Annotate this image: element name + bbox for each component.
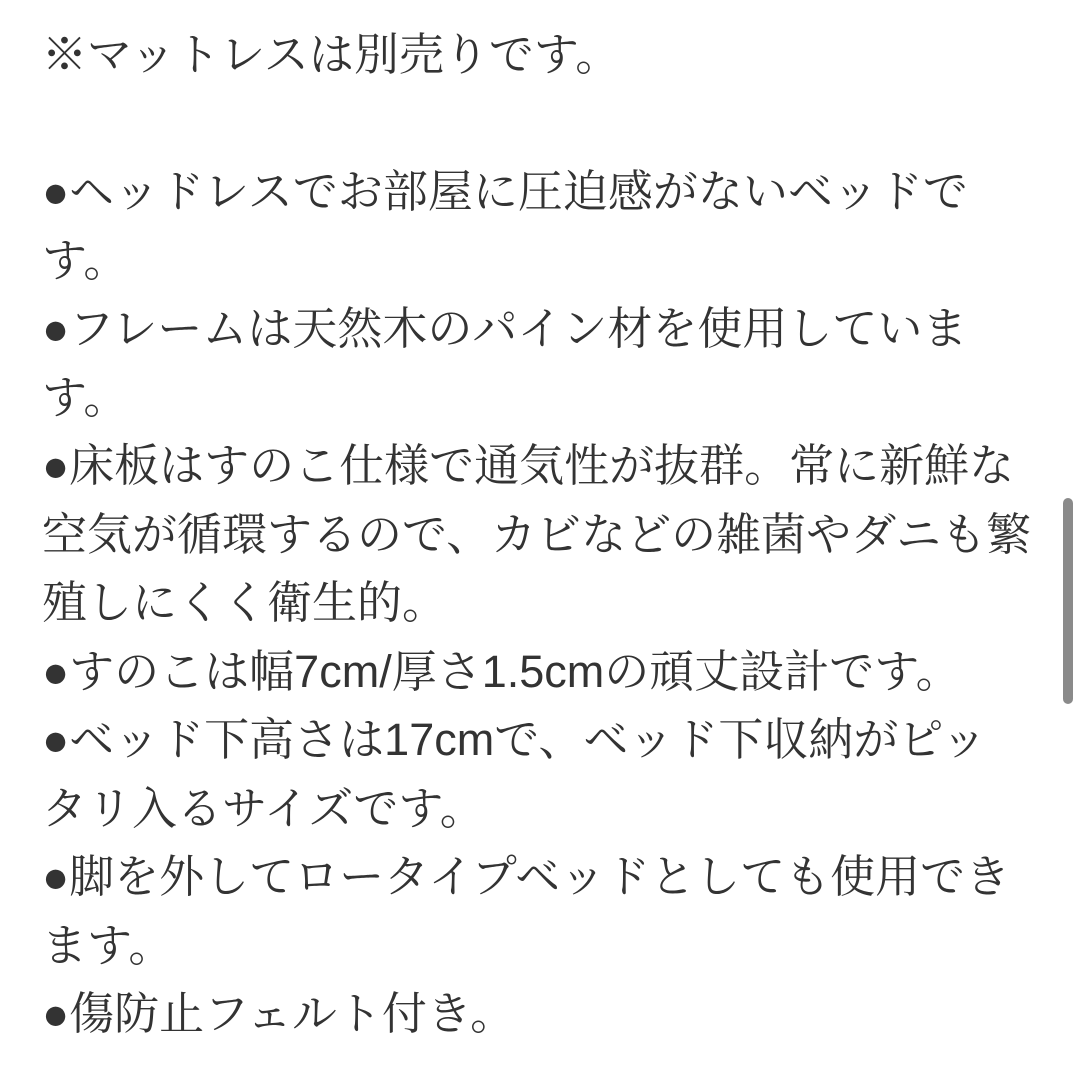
description-line: す。 [42, 371, 129, 423]
description-line: ※マットレスは別売りです。 [42, 29, 621, 80]
description-line: ●床板はすのこ仕様で通気性が抜群。常に新鮮な [42, 440, 1015, 491]
description-line: ●脚を外してロータイプベッドとしても使用でき [42, 851, 1011, 902]
description-line: 空気が循環するので、カビなどの雑菌やダニも繁 [42, 508, 1032, 560]
description-line: ●すのこは幅7cm/厚さ1.5cmの頑丈設計です。 [42, 645, 961, 697]
description-line: ます。 [42, 919, 174, 971]
description-line: ●ベッド下高さは17cmで、ベッド下収納がピッ [42, 714, 987, 765]
description-line: ●ヘッドレスでお部屋に圧迫感がないベッドで [42, 166, 968, 217]
description-line: タリ入るサイズです。 [42, 782, 485, 834]
description-line: す。 [42, 234, 129, 286]
scrollbar-thumb[interactable] [1063, 498, 1073, 704]
description-line: ●フレームは天然木のパイン材を使用していま [42, 303, 968, 354]
description-line: 殖しにくく衛生的。 [42, 577, 448, 628]
product-description [42, 21, 1042, 1049]
description-blank-line [42, 90, 1042, 159]
description-line: ●傷防止フェルト付き。 [42, 988, 516, 1039]
